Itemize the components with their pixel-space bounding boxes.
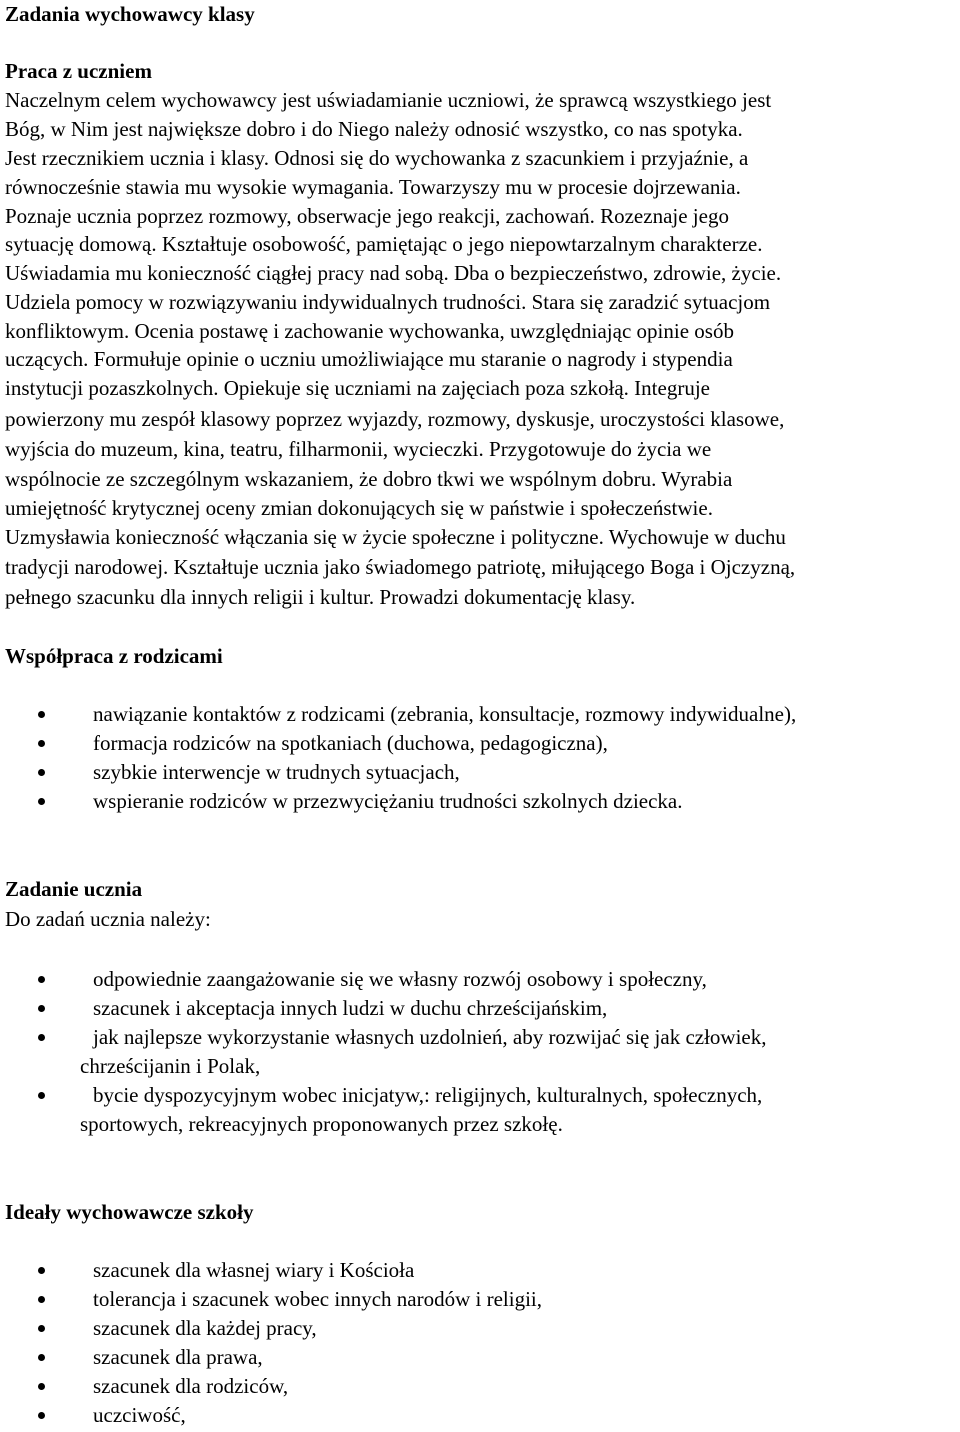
bullet-icon (38, 1267, 45, 1274)
paragraph-line: instytucji pozaszkolnych. Opiekuje się uczniami na zajęciach poza szkołą. Integruje (5, 376, 710, 400)
bullet-icon (38, 769, 45, 776)
bullet-icon (38, 711, 45, 718)
list-item-text: szacunek dla rodziców, (93, 1374, 289, 1398)
paragraph-line: konfliktowym. Ocenia postawę i zachowanie wychowanka, uwzględniając opinie osób (5, 319, 734, 343)
bullet-icon (38, 1412, 45, 1419)
paragraph-line: tradycji narodowej. Kształtuje ucznia jako świadomego patriotę, miłującego Boga i Ojczyzną, (5, 555, 796, 579)
list-item-text: szacunek dla własnej wiary i Kościoła (93, 1258, 415, 1282)
bullet-icon (38, 1092, 45, 1099)
bullet-icon (38, 798, 45, 805)
section-heading-zadanie-ucznia: Zadanie ucznia (5, 877, 143, 901)
list-item-text: formacja rodziców na spotkaniach (duchowa, pedagogiczna), (93, 731, 608, 755)
paragraph-line: Bóg, w Nim jest największe dobro i do Niego należy odnosić wszystko, co nas spotyka. (5, 117, 743, 141)
bullet-icon (38, 1034, 45, 1041)
paragraph-line: umiejętność krytycznej oceny zmian dokonujących się w państwie i społeczeństwie. (5, 496, 713, 520)
list-item-text: uczciwość, (93, 1403, 186, 1427)
list-item-text: jak najlepsze wykorzystanie własnych uzdolnień, aby rozwijać się jak człowiek, (93, 1025, 767, 1049)
paragraph-line: sytuację domową. Kształtuje osobowość, pamiętając o jego niepowtarzalnym charakterze. (5, 232, 763, 256)
paragraph-line: Naczelnym celem wychowawcy jest uświadamianie uczniowi, że sprawcą wszystkiego jest (5, 88, 772, 112)
list-item-text: wspieranie rodziców w przezwyciężaniu trudności szkolnych dziecka. (93, 789, 683, 813)
list-item-text: szacunek dla każdej pracy, (93, 1316, 317, 1340)
list-item-text: szacunek i akceptacja innych ludzi w duchu chrześcijańskim, (93, 996, 608, 1020)
paragraph-line: powierzony mu zespół klasowy poprzez wyjazdy, rozmowy, dyskusje, uroczystości klasowe, (5, 407, 785, 431)
paragraph-line: Jest rzecznikiem ucznia i klasy. Odnosi się do wychowanka z szacunkiem i przyjaźnie, a (5, 146, 749, 170)
paragraph-line: Udziela pomocy w rozwiązywaniu indywidualnych trudności. Stara się zaradzić sytuacjom (5, 290, 771, 314)
bullet-icon (38, 740, 45, 747)
list-item-text: tolerancja i szacunek wobec innych narodów i religii, (93, 1287, 542, 1311)
section-heading-wspolpraca-z-rodzicami: Współpraca z rodzicami (5, 644, 223, 668)
bullet-icon (38, 1383, 45, 1390)
bullet-icon (38, 976, 45, 983)
paragraph-line: Uświadamia mu konieczność ciągłej pracy nad sobą. Dba o bezpieczeństwo, zdrowie, życie. (5, 261, 782, 285)
paragraph-line: równocześnie stawia mu wysokie wymagania. Towarzyszy mu w procesie dojrzewania. (5, 175, 741, 199)
list-item-text: nawiązanie kontaktów z rodzicami (zebrania, konsultacje, rozmowy indywidualne), (93, 702, 797, 726)
paragraph-line: uczących. Formułuje opinie o uczniu umożliwiające mu staranie o nagrody i stypendia (5, 347, 733, 371)
list-item-text-continued: chrześcijanin i Polak, (80, 1054, 261, 1078)
document-title: Zadania wychowawcy klasy (5, 2, 255, 26)
bullet-icon (38, 1354, 45, 1361)
section-heading-praca-z-uczniem: Praca z uczniem (5, 59, 152, 83)
section-heading-idealy-wychowawcze: Ideały wychowawcze szkoły (5, 1200, 254, 1224)
list-item-text: odpowiednie zaangażowanie się we własny rozwój osobowy i społeczny, (93, 967, 707, 991)
section-intro: Do zadań ucznia należy: (5, 907, 211, 931)
paragraph-line: Poznaje ucznia poprzez rozmowy, obserwacje jego reakcji, zachowań. Rozeznaje jego (5, 204, 729, 228)
list-item-text: bycie dyspozycyjnym wobec inicjatyw,: religijnych, kulturalnych, społecznych, (93, 1083, 763, 1107)
paragraph-line: Uzmysławia konieczność włączania się w życie społeczne i polityczne. Wychowuje w duchu (5, 525, 786, 549)
bullet-icon (38, 1005, 45, 1012)
bullet-icon (38, 1325, 45, 1332)
bullet-icon (38, 1296, 45, 1303)
paragraph-line: wyjścia do muzeum, kina, teatru, filharmonii, wycieczki. Przygotowuje do życia we (5, 437, 712, 461)
list-item-text-continued: sportowych, rekreacyjnych proponowanych przez szkołę. (80, 1112, 563, 1136)
paragraph-line: pełnego szacunku dla innych religii i kultur. Prowadzi dokumentację klasy. (5, 585, 636, 609)
paragraph-line: wspólnocie ze szczególnym wskazaniem, że dobro tkwi we wspólnym dobru. Wyrabia (5, 467, 733, 491)
list-item-text: szybkie interwencje w trudnych sytuacjach, (93, 760, 460, 784)
list-item-text: szacunek dla prawa, (93, 1345, 263, 1369)
